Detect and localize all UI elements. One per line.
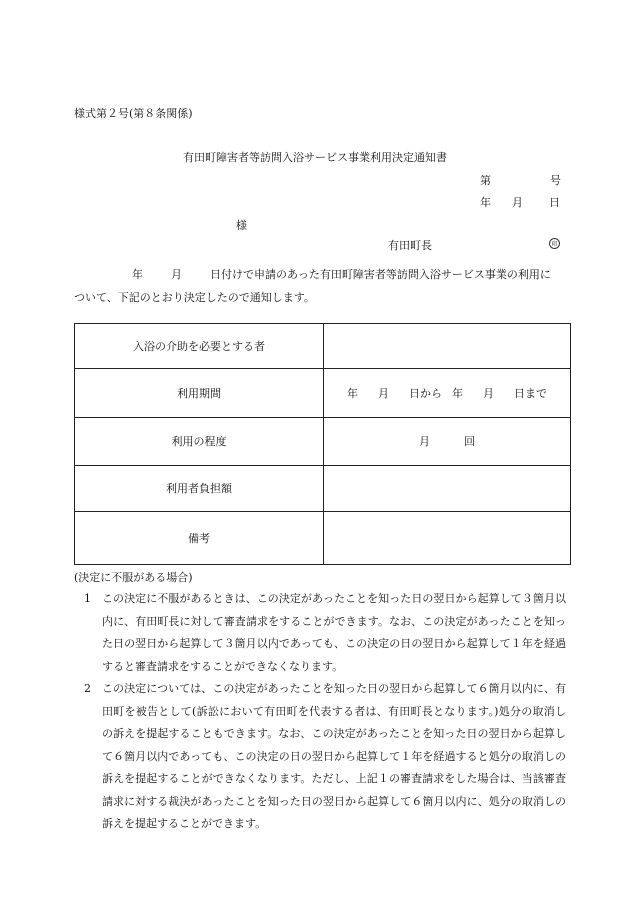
intro-line-2: ついて、下記のとおり決定したので通知します。 bbox=[74, 291, 315, 304]
decision-table bbox=[74, 323, 571, 565]
intro-paragraph bbox=[74, 263, 564, 309]
frequency-month: 月 bbox=[419, 435, 430, 448]
objection-heading: (決定に不服がある場合) bbox=[74, 571, 193, 584]
intro-text: 日付けで申請のあった有田町障害者等訪問入浴サービス事業の利用に bbox=[210, 268, 551, 281]
objection-item bbox=[80, 678, 566, 836]
reference-number-suffix: 号 bbox=[550, 174, 561, 187]
period-end-day: 日まで bbox=[514, 386, 547, 400]
period-end-month: 月 bbox=[483, 386, 494, 400]
table-row bbox=[75, 512, 571, 565]
row-label-period: 利用期間 bbox=[75, 369, 324, 418]
row-value-period bbox=[324, 369, 571, 418]
reference-number-prefix: 第 bbox=[480, 174, 491, 187]
table-row bbox=[75, 418, 571, 466]
period-start-day: 日から bbox=[409, 386, 442, 400]
objection-item-number: 2 bbox=[84, 682, 91, 695]
objection-item-text: この決定については、この決定があったことを知った日の翌日から起算して６箇月以内に、有田町を被告として(訴訟において有田町を代表する者は、有田町長となります。)処分の取消しの訴えを提起することもできます。なお、この決定があったことを知った日の翌日から起算して６箇月以内であっても、この決定の日の翌日から起算して１年を経過すると処分の取消しの訴えを提起することができなくなります。ただし、上記１の審査請求をした場合は、当該審査請求に対する裁決があったことを知った日の翌日から起算して６箇月以内に、処分の取消しの訴えを提起することができます。 bbox=[102, 682, 566, 830]
objection-item bbox=[80, 588, 566, 678]
date-year-label: 年 bbox=[480, 196, 491, 209]
row-value-copayment bbox=[324, 466, 571, 512]
table-row bbox=[75, 466, 571, 512]
row-label-recipient: 入浴の介助を必要とする者 bbox=[75, 324, 324, 369]
row-label-copayment: 利用者負担額 bbox=[75, 466, 324, 512]
objection-item-text: この決定に不服があるときは、この決定があったことを知った日の翌日から起算して３箇月以内に、有田町長に対して審査請求をすることができます。なお、この決定があったことを知った日の翌日から起算して３箇月以内であっても、この決定の日の翌日から起算して１年を経過すると審査請求をすることができなくなります。 bbox=[102, 592, 566, 673]
objection-item-number: 1 bbox=[84, 592, 91, 605]
intro-year-label: 年 bbox=[132, 268, 143, 281]
date-day-label: 日 bbox=[549, 196, 560, 209]
intro-line-1 bbox=[74, 263, 564, 286]
form-number: 様式第２号(第８条関係) bbox=[74, 107, 193, 120]
table-row bbox=[75, 369, 571, 418]
table-row bbox=[75, 324, 571, 369]
issuer-name: 有田町長 bbox=[388, 239, 432, 252]
document-title: 有田町障害者等訪問入浴サービス事業利用決定通知書 bbox=[183, 151, 447, 164]
period-end-year: 年 bbox=[452, 386, 463, 400]
frequency-times: 回 bbox=[464, 435, 475, 448]
intro-month-label: 月 bbox=[171, 268, 182, 281]
seal-icon: 印 bbox=[549, 238, 560, 249]
row-label-frequency: 利用の程度 bbox=[75, 418, 324, 466]
addressee-honorific: 様 bbox=[236, 219, 247, 232]
period-start-year: 年 bbox=[347, 386, 358, 400]
row-value-frequency bbox=[324, 418, 571, 466]
row-value-remarks bbox=[324, 512, 571, 565]
date-month-label: 月 bbox=[512, 196, 523, 209]
row-label-remarks: 備考 bbox=[75, 512, 324, 565]
row-value-recipient bbox=[324, 324, 571, 369]
period-start-month: 月 bbox=[378, 386, 389, 400]
